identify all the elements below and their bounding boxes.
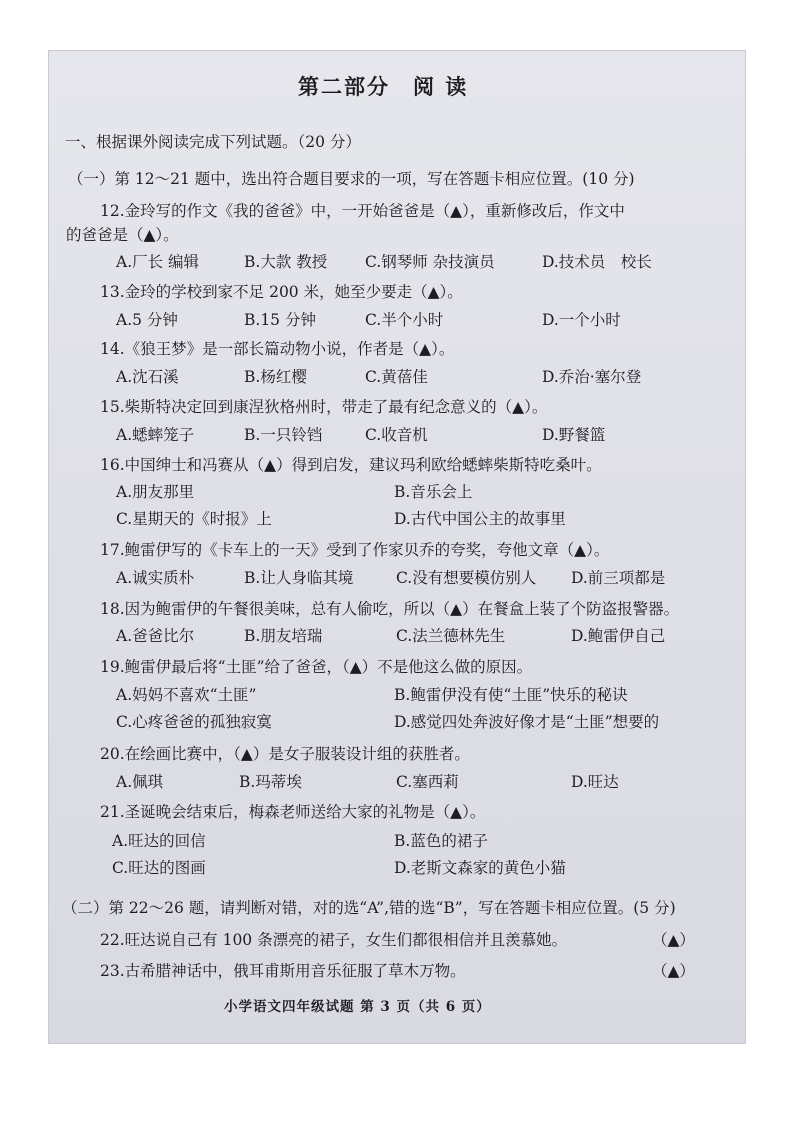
question-12-option-a: A.厂长 编辑 — [116, 253, 200, 271]
question-12-stem: 12.金玲写的作文《我的爸爸》中，一开始爸爸是（▲），重新修改后，作文中 — [100, 202, 625, 220]
question-18-option-b: B.朋友培瑞 — [244, 627, 323, 645]
question-19-option-c: C.心疼爸爸的孤独寂寞 — [116, 713, 272, 731]
question-16-option-c: C.星期天的《时报》上 — [116, 510, 272, 528]
question-23-answer-mark: （▲） — [652, 962, 695, 980]
question-22-answer-mark: （▲） — [652, 931, 695, 949]
question-16-option-d: D.古代中国公主的故事里 — [394, 510, 566, 528]
question-20-option-d: D.旺达 — [571, 773, 619, 791]
question-21-option-b: B.蓝色的裙子 — [394, 832, 488, 850]
question-12-stem-cont: 的爸爸是（▲）。 — [66, 226, 179, 244]
question-19-option-d: D.感觉四处奔波好像才是“土匪”想要的 — [394, 713, 660, 731]
exam-page — [48, 50, 746, 1044]
part-one-instruction: （一）第 12～21 题中，选出符合题目要求的一项，写在答题卡相应位置。(10 分) — [68, 170, 635, 188]
question-18-option-d: D.鲍雷伊自己 — [571, 627, 666, 645]
question-19-stem: 19.鲍雷伊最后将“土匪”给了爸爸，（▲）不是他这么做的原因。 — [100, 658, 533, 676]
page-footer: 小学语文四年级试题 第 3 页（共 6 页） — [224, 999, 491, 1015]
question-21-option-c: C.旺达的图画 — [112, 859, 206, 877]
question-13-option-a: A.5 分钟 — [116, 311, 178, 329]
question-17-option-c: C.没有想要模仿别人 — [396, 569, 537, 587]
question-15-option-a: A.蟋蟀笼子 — [116, 426, 195, 444]
question-16-stem: 16.中国绅士和冯赛从（▲）得到启发，建议玛利欧给蟋蟀柴斯特吃桑叶。 — [100, 456, 602, 474]
question-13-option-c: C.半个小时 — [365, 311, 444, 329]
question-14-option-d: D.乔治·塞尔登 — [542, 368, 642, 386]
question-17-stem: 17.鲍雷伊写的《卡车上的一天》受到了作家贝乔的夸奖，夸他文章（▲）。 — [100, 541, 610, 559]
question-12-option-b: B.大款 教授 — [244, 253, 328, 271]
question-14-stem: 14.《狼王梦》是一部长篇动物小说，作者是（▲）。 — [100, 340, 455, 358]
question-20-option-c: C.塞西莉 — [396, 773, 459, 791]
question-18-stem: 18.因为鲍雷伊的午餐很美味，总有人偷吃，所以（▲）在餐盒上装了个防盗报警器。 — [100, 600, 680, 618]
question-21-option-a: A.旺达的回信 — [112, 832, 206, 850]
page-title: 第二部分 阅 读 — [298, 74, 469, 99]
question-21-option-d: D.老斯文森家的黄色小猫 — [394, 859, 566, 877]
question-17-option-b: B.让人身临其境 — [244, 569, 354, 587]
question-23-text: 23.古希腊神话中，俄耳甫斯用音乐征服了草木万物。 — [100, 962, 466, 980]
question-20-option-a: A.佩琪 — [116, 773, 164, 791]
question-13-option-b: B.15 分钟 — [244, 311, 316, 329]
question-15-option-d: D.野餐篮 — [542, 426, 606, 444]
section-heading: 一、根据课外阅读完成下列试题。（20 分） — [65, 133, 361, 151]
question-18-option-c: C.法兰德林先生 — [396, 627, 506, 645]
question-15-option-c: C.收音机 — [365, 426, 428, 444]
question-20-stem: 20.在绘画比赛中，（▲）是女子服装设计组的获胜者。 — [100, 745, 470, 763]
question-13-option-d: D.一个小时 — [542, 311, 621, 329]
question-19-option-b: B.鲍雷伊没有使“土匪”快乐的秘诀 — [394, 686, 628, 704]
question-16-option-b: B.音乐会上 — [394, 483, 473, 501]
question-21-stem: 21.圣诞晚会结束后，梅森老师送给大家的礼物是（▲）。 — [100, 803, 486, 821]
question-12-option-c: C.钢琴师 杂技演员 — [365, 253, 495, 271]
question-17-option-d: D.前三项都是 — [571, 569, 666, 587]
question-17-option-a: A.诚实质朴 — [116, 569, 195, 587]
question-15-option-b: B.一只铃铛 — [244, 426, 323, 444]
question-16-option-a: A.朋友那里 — [116, 483, 195, 501]
question-20-option-b: B.玛蒂埃 — [239, 773, 302, 791]
question-19-option-a: A.妈妈不喜欢“土匪” — [116, 686, 257, 704]
question-18-option-a: A.爸爸比尔 — [116, 627, 195, 645]
question-14-option-c: C.黄蓓佳 — [365, 368, 428, 386]
part-two-instruction: （二）第 22～26 题，请判断对错，对的选“A”,错的选“B”，写在答题卡相应位置。(5 分) — [62, 899, 676, 917]
question-15-stem: 15.柴斯特决定回到康涅狄格州时，带走了最有纪念意义的（▲）。 — [100, 398, 548, 416]
question-13-stem: 13.金玲的学校到家不足 200 米，她至少要走（▲）。 — [100, 283, 463, 301]
question-14-option-b: B.杨红樱 — [244, 368, 307, 386]
question-22-text: 22.旺达说自己有 100 条漂亮的裙子，女生们都很相信并且羡慕她。 — [100, 931, 568, 949]
question-14-option-a: A.沈石溪 — [116, 368, 179, 386]
question-12-option-d: D.技术员 校长 — [542, 253, 652, 271]
